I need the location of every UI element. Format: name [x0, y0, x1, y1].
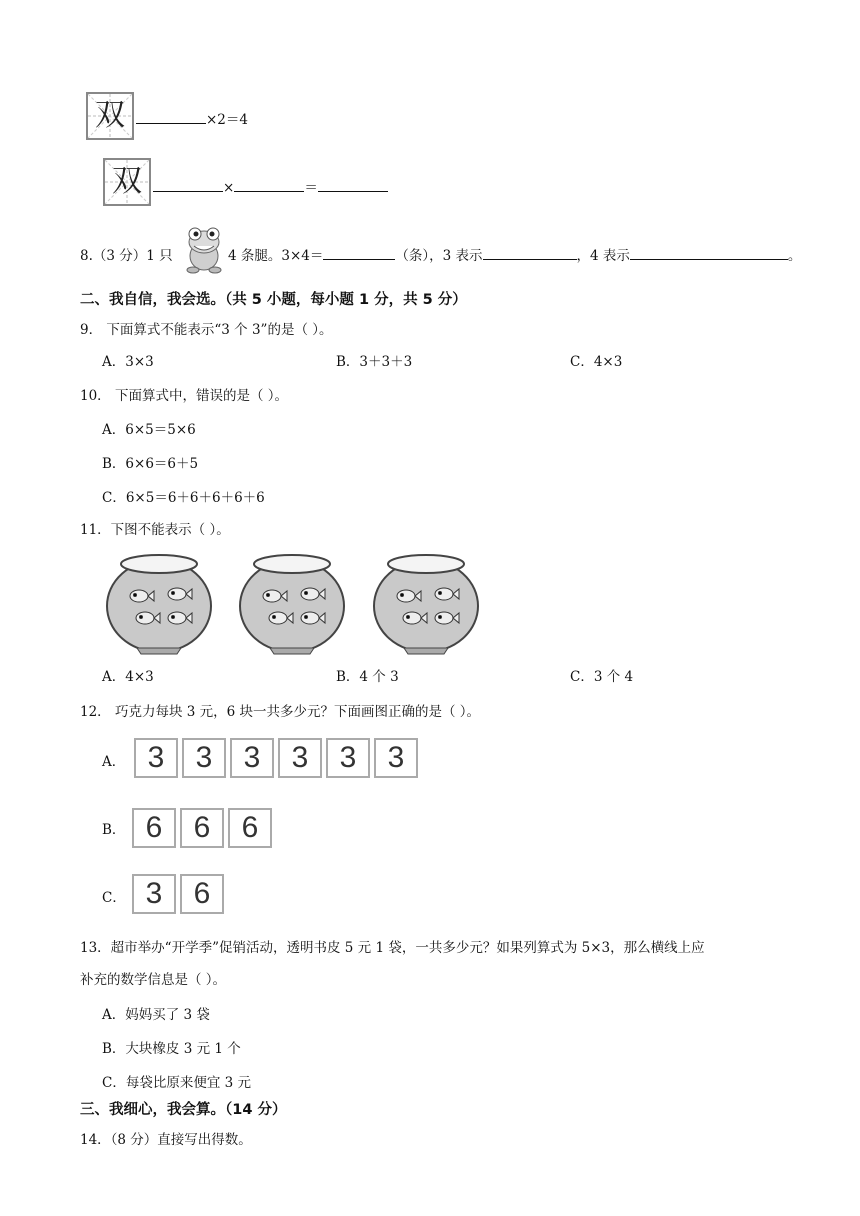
number-box: 6	[132, 808, 176, 848]
q11-option-a[interactable]: A．4×3	[102, 669, 154, 685]
number-box: 3	[326, 738, 370, 778]
number-box: 6	[180, 874, 224, 914]
q12-stem: 12． 巧克力每块 3 元，6 块一共多少元？下面画图正确的是（ ）。	[80, 704, 481, 720]
answer-blank[interactable]	[323, 245, 395, 260]
q10-option-a[interactable]: A．6×5＝5×6	[102, 422, 196, 438]
q9-option-a[interactable]: A．3×3	[102, 354, 154, 370]
q8-unit: （条），3 表示	[395, 248, 483, 264]
answer-blank[interactable]	[234, 177, 304, 192]
q7-line-1	[136, 108, 248, 128]
section-3-title: 三、我细心，我会算。（14 分）	[80, 1102, 287, 1118]
number-box: 3	[374, 738, 418, 778]
q13-stem-line-1: 13．超市举办“开学季”促销活动，透明书皮 5 元 1 袋，一共多少元？如果列算式为 5×3，那么横线上应	[80, 940, 705, 956]
number-box: 3	[134, 738, 178, 778]
number-box: 6	[180, 808, 224, 848]
fishbowl-icon	[105, 548, 213, 656]
q11-option-c[interactable]: C．3 个 4	[570, 669, 634, 685]
tianzige-char: 双	[112, 164, 142, 199]
q10-stem: 10． 下面算式中，错误的是（ ）。	[80, 388, 289, 404]
q8-mid: 4 条腿。3×4＝	[228, 248, 324, 264]
answer-blank[interactable]	[136, 109, 206, 124]
frog-icon	[184, 224, 224, 274]
fishbowl-icon	[372, 548, 480, 656]
q11-stem: 11．下图不能表示（ ）。	[80, 522, 230, 538]
q12-option-a-label[interactable]: A．	[102, 754, 126, 770]
q14-stem: 14．（8 分）直接写出得数。	[80, 1132, 252, 1148]
equation-text: ×2＝4	[206, 112, 248, 128]
q8-line	[80, 244, 173, 264]
q12-option-a-boxes	[134, 738, 422, 778]
q9-option-b[interactable]: B．3＋3＋3	[336, 354, 413, 370]
q9-stem: 9． 下面算式不能表示“3 个 3”的是（ ）。	[80, 322, 333, 338]
q12-option-b-boxes	[132, 808, 276, 848]
number-box: 3	[278, 738, 322, 778]
equals-sign: ＝	[304, 180, 318, 196]
answer-blank[interactable]	[318, 177, 388, 192]
answer-blank[interactable]	[153, 177, 223, 192]
answer-blank[interactable]	[483, 245, 577, 260]
q8-line-rest	[228, 244, 801, 264]
section-2-title: 二、我自信，我会选。（共 5 小题，每小题 1 分，共 5 分）	[80, 292, 467, 308]
q10-option-b[interactable]: B．6×6＝6＋5	[102, 456, 199, 472]
q9-option-c[interactable]: C．4×3	[570, 354, 623, 370]
q10-option-c[interactable]: C．6×5＝6＋6＋6＋6＋6	[102, 490, 265, 506]
q12-option-c-boxes	[132, 874, 228, 914]
q8-four: ，4 表示	[576, 248, 630, 264]
tianzige-box-2	[103, 158, 151, 206]
answer-blank[interactable]	[630, 245, 788, 260]
q7-line-2	[153, 176, 388, 196]
fishbowl-icon	[238, 548, 346, 656]
q12-option-b-label[interactable]: B．	[102, 822, 126, 838]
q11-option-b[interactable]: B．4 个 3	[336, 669, 399, 685]
q8-prefix: 8.（3 分）1 只	[80, 248, 173, 264]
q12-option-c-label[interactable]: C．	[102, 890, 126, 906]
q13-option-a[interactable]: A．妈妈买了 3 袋	[102, 1007, 210, 1023]
q8-end: 。	[787, 248, 802, 264]
tianzige-box-1	[86, 92, 134, 140]
q13-option-c[interactable]: C．每袋比原来便宜 3 元	[102, 1075, 252, 1091]
tianzige-char: 双	[95, 98, 125, 133]
times-sign: ×	[223, 180, 235, 196]
number-box: 3	[132, 874, 176, 914]
number-box: 6	[228, 808, 272, 848]
number-box: 3	[182, 738, 226, 778]
q13-stem-line-2: 补充的数学信息是（ ）。	[80, 972, 227, 988]
q13-option-b[interactable]: B．大块橡皮 3 元 1 个	[102, 1041, 241, 1057]
number-box: 3	[230, 738, 274, 778]
